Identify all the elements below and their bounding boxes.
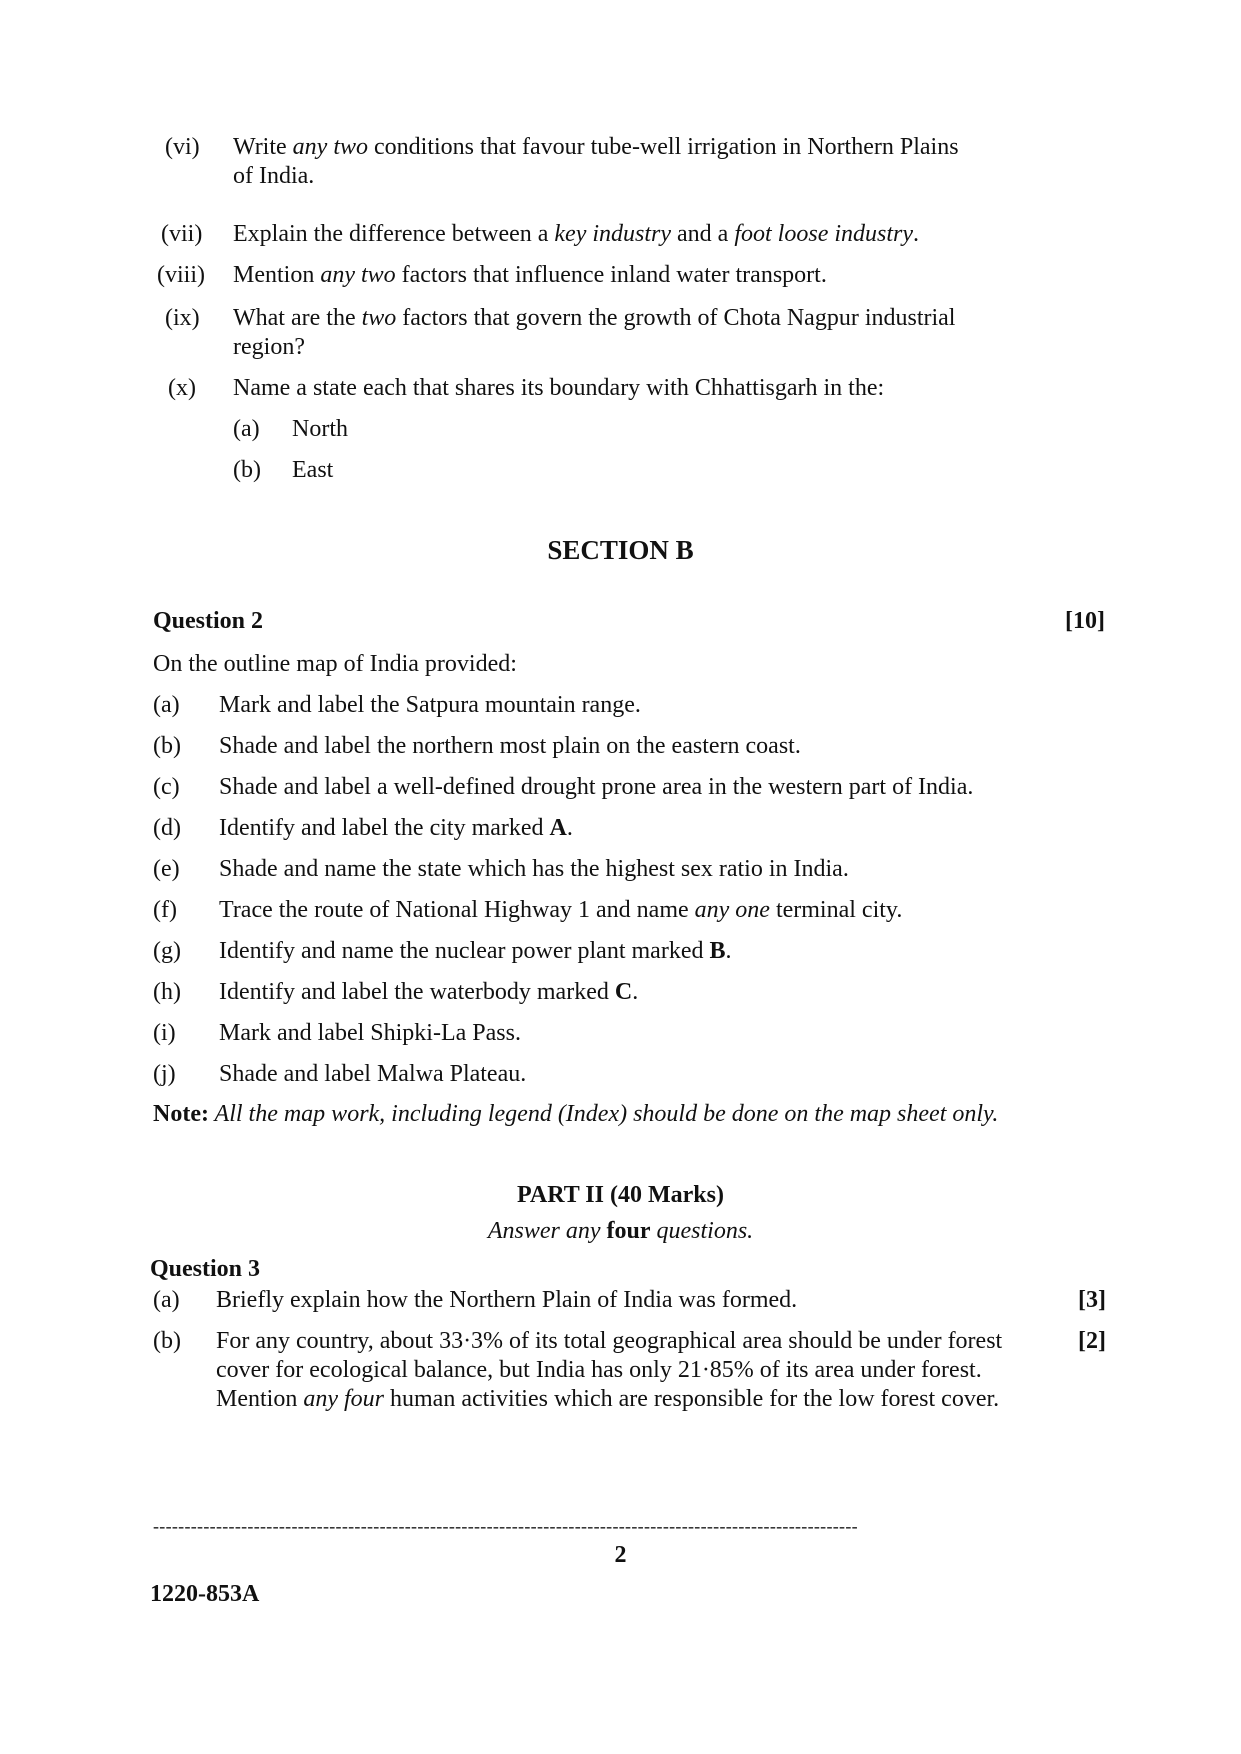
question-text: Write any two conditions that favour tube-well irrigation in Northern Plains [233, 134, 959, 160]
question-text: Shade and label a well-defined drought prone area in the western part of India. [219, 774, 974, 800]
item-number: (vi) [165, 134, 200, 160]
question-text: Trace the route of National Highway 1 and name any one terminal city. [219, 897, 903, 923]
item-number: (vii) [161, 221, 203, 247]
question-intro: On the outline map of India provided: [153, 651, 517, 677]
question-text: What are the two factors that govern the growth of Chota Nagpur industrial [233, 305, 956, 331]
question-text: Mark and label Shipki-La Pass. [219, 1020, 521, 1046]
question-text-cont: Mention any four human activities which are responsible for the low forest cover. [216, 1386, 1000, 1412]
question-text: Identify and name the nuclear power plant marked B. [219, 938, 732, 964]
item-number: (h) [153, 979, 181, 1005]
part-instruction: Answer any four questions. [487, 1218, 754, 1244]
part-heading: PART II (40 Marks) [517, 1182, 724, 1208]
question-text-cont: cover for ecological balance, but India has only 21·85% of its area under forest. [216, 1357, 982, 1383]
question-text: Briefly explain how the Northern Plain of India was formed. [216, 1287, 798, 1313]
page-number: 2 [614, 1542, 627, 1568]
item-number: (a) [153, 692, 180, 718]
item-number: (a) [153, 1287, 180, 1313]
question-marks: [10] [1065, 608, 1105, 634]
paper-code: 1220-853A [150, 1581, 260, 1607]
question-marks: [2] [1078, 1328, 1106, 1354]
subitem-text: North [292, 416, 348, 442]
question-text: Name a state each that shares its boundary with Chhattisgarh in the: [233, 375, 885, 401]
item-number: (j) [153, 1061, 176, 1087]
footer-dash-line: ---------------------------------------------------------------------------------------------------------------- [153, 1516, 858, 1536]
question-text: Identify and label the city marked A. [219, 815, 573, 841]
question-text: For any country, about 33·3% of its total geographical area should be under forest [216, 1328, 1003, 1354]
item-number: (e) [153, 856, 180, 882]
subitem-text: East [292, 457, 334, 483]
subitem-number: (a) [233, 416, 260, 442]
question-text: Mark and label the Satpura mountain range. [219, 692, 641, 718]
item-number: (b) [153, 1328, 181, 1354]
question-text-cont: of India. [233, 163, 315, 189]
item-number: (g) [153, 938, 181, 964]
item-number: (i) [153, 1020, 176, 1046]
question-text: Shade and name the state which has the highest sex ratio in India. [219, 856, 849, 882]
question-text: Mention any two factors that influence inland water transport. [233, 262, 827, 288]
item-number: (b) [153, 733, 181, 759]
section-heading: SECTION B [547, 535, 694, 565]
item-number: (f) [153, 897, 177, 923]
map-note: Note: All the map work, including legend (Index) should be done on the map sheet only. [153, 1101, 999, 1127]
item-number: (x) [168, 375, 196, 401]
question-text: Identify and label the waterbody marked C. [219, 979, 639, 1005]
question-text: Shade and label the northern most plain on the eastern coast. [219, 733, 801, 759]
question-title: Question 2 [153, 608, 264, 634]
subitem-number: (b) [233, 457, 261, 483]
question-title: Question 3 [150, 1256, 261, 1282]
question-text-cont: region? [233, 334, 305, 360]
question-marks: [3] [1078, 1287, 1106, 1313]
question-text: Explain the difference between a key industry and a foot loose industry. [233, 221, 920, 247]
item-number: (ix) [165, 305, 200, 331]
item-number: (d) [153, 815, 181, 841]
item-number: (viii) [157, 262, 205, 288]
question-text: Shade and label Malwa Plateau. [219, 1061, 527, 1087]
item-number: (c) [153, 774, 180, 800]
